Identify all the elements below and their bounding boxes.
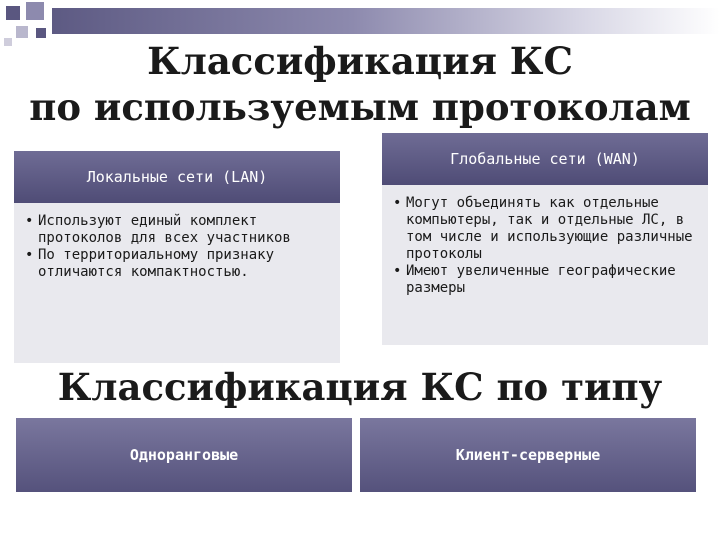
decor-square [16,26,28,38]
list-item: • Могут объединять как отдельные компьютеры, так и отдельные ЛС, в том числе и использующие различные протоколы [406,195,700,263]
local-networks-list [22,213,332,281]
title-line-2: по используемым протоколам [29,85,691,129]
decor-square [26,2,44,20]
section-subtitle: Классификация КС по типу [57,365,663,409]
local-networks-heading: Локальные сети (LAN) [86,168,268,186]
list-item: • Используют единый комплект протоколов для всех участников [38,213,332,247]
local-networks-header [14,151,340,203]
top-banner [52,8,720,34]
title-line-1: Классификация КС [147,39,573,83]
type-label: Клиент-серверные [455,446,601,464]
global-networks-list [390,195,700,297]
global-networks-header [382,133,708,185]
global-networks-heading: Глобальные сети (WAN) [450,150,640,168]
type-label: Одноранговые [129,446,239,464]
list-item: • Имеют увеличенные географические размеры [406,263,700,297]
decor-square [36,28,46,38]
slide-title [0,38,720,130]
local-networks-panel [14,203,340,363]
peer-to-peer-box [16,418,352,492]
client-server-box [360,418,696,492]
list-item: • По территориальному признаку отличаются компактностью. [38,247,332,281]
decor-square [6,6,20,20]
global-networks-panel [382,185,708,345]
